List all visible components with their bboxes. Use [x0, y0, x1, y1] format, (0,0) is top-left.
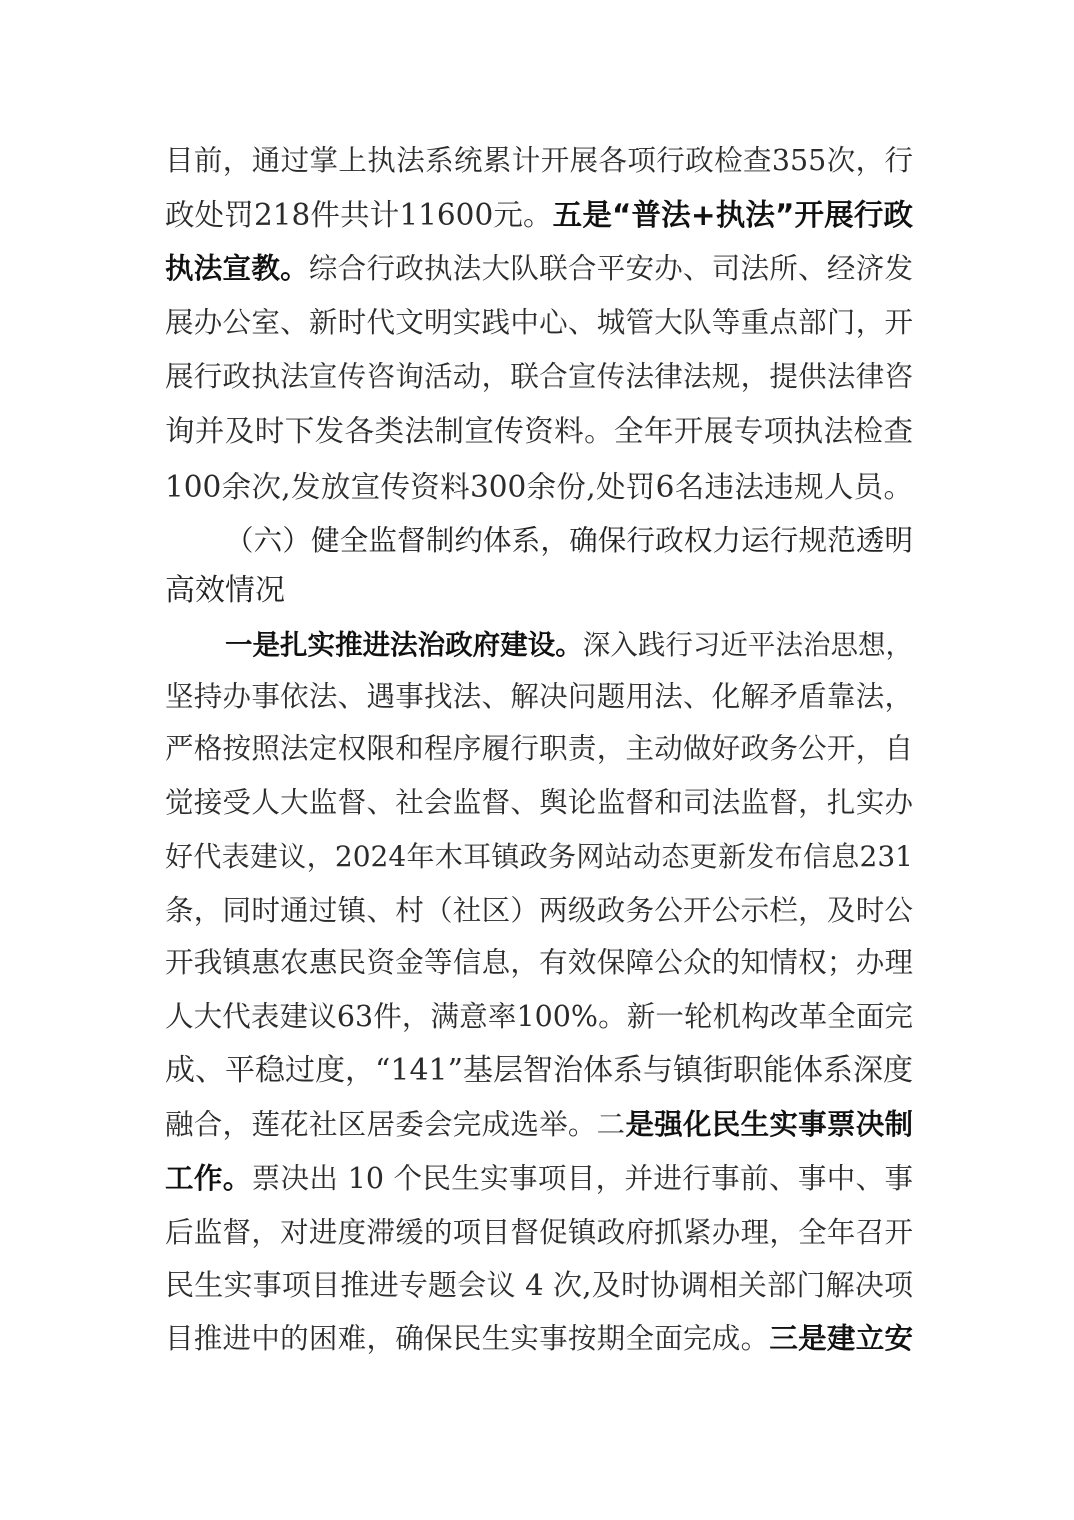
section-heading-line — [165, 566, 913, 616]
text-segment: 民生实事项目推进专题会议 4 次,及时协调相关部门解决项 — [165, 1268, 913, 1302]
paragraph-line — [165, 832, 913, 882]
text-segment: 人大代表建议63件，满意率100%。新一轮机构改革全面完 — [165, 1000, 913, 1033]
section-heading-line — [225, 516, 913, 566]
paragraph-line — [165, 244, 913, 294]
text-segment: 开我镇惠农惠民资金等信息，有效保障公众的知情权；办理 — [165, 946, 913, 979]
paragraph-line — [165, 136, 913, 186]
text-segment: 100余次,发放宣传资料300余份,处罚6名违法违规人员。 — [165, 470, 913, 504]
section-heading: （六）健全监督制约体系，确保行政权力运行规范透明 — [225, 524, 913, 557]
paragraph-line — [165, 724, 913, 774]
bold-text-segment: 五是“普法+执法”开展行政 — [552, 198, 913, 232]
text-segment: 好代表建议，2024年木耳镇政务网站动态更新发布信息231 — [165, 840, 913, 873]
paragraph-line — [165, 1208, 913, 1258]
text-segment: 严格按照法定权限和程序履行职责，主动做好政务公开，自 — [165, 732, 913, 765]
paragraph-line — [165, 462, 913, 512]
paragraph-line — [165, 1314, 913, 1364]
bold-text-segment: 工作。 — [165, 1162, 252, 1195]
text-segment: 询并及时下发各类法制宣传资料。全年开展专项执法检查 — [165, 414, 913, 448]
paragraph-line — [165, 992, 913, 1042]
text-segment: 深入践行习近平法治思想， — [582, 629, 914, 661]
paragraph-line — [165, 1046, 913, 1096]
bold-text-segment: 三是建立安 — [769, 1322, 913, 1355]
paragraph-line — [165, 190, 913, 240]
bold-text-segment: 执法宣教。 — [165, 252, 309, 285]
text-segment: 综合行政执法大队联合平安办、司法所、经济发 — [308, 252, 913, 285]
paragraph-line — [165, 1100, 913, 1150]
text-segment: 目推进中的困难，确保民生实事按期全面完成。 — [165, 1322, 770, 1355]
paragraph-line — [165, 352, 913, 402]
text-segment: 票决出 10 个民生实事项目，并进行事前、事中、事 — [251, 1162, 913, 1195]
text-segment: 条，同时通过镇、村（社区）两级政务公开公示栏，及时公 — [165, 894, 913, 927]
bold-text-segment: 一是扎实推进法治政府建设。 — [225, 629, 583, 661]
paragraph-line — [165, 1260, 913, 1310]
text-segment: 展办公室、新时代文明实践中心、城管大队等重点部门，开 — [165, 306, 913, 339]
text-segment: 后监督，对进度滞缓的项目督促镇政府抓紧办理，全年召开 — [165, 1216, 913, 1249]
text-segment: 政处罚218件共计11600元。 — [165, 198, 553, 232]
paragraph-line — [165, 886, 913, 936]
paragraph-line — [165, 406, 913, 456]
text-segment: 融合，莲花社区居委会完成选举。二 — [165, 1108, 626, 1141]
text-segment: 展行政执法宣传咨询活动，联合宣传法律法规，提供法律咨 — [165, 360, 913, 393]
section-heading-continued: 高效情况 — [165, 573, 285, 608]
paragraph-line — [165, 938, 913, 988]
text-segment: 目前，通过掌上执法系统累计开展各项行政检查355次，行 — [165, 144, 913, 177]
paragraph-line — [225, 620, 913, 670]
text-segment: 觉接受人大监督、社会监督、舆论监督和司法监督，扎实办 — [165, 786, 913, 819]
text-segment: 坚持办事依法、遇事找法、解决问题用法、化解矛盾靠法， — [165, 680, 913, 713]
text-segment: 成、平稳过度，“141”基层智治体系与镇街职能体系深度 — [165, 1053, 913, 1088]
paragraph-line — [165, 778, 913, 828]
bold-text-segment: 是强化民生实事票决制 — [625, 1108, 913, 1141]
paragraph-line — [165, 1154, 913, 1204]
paragraph-line — [165, 672, 913, 722]
paragraph-line — [165, 298, 913, 348]
